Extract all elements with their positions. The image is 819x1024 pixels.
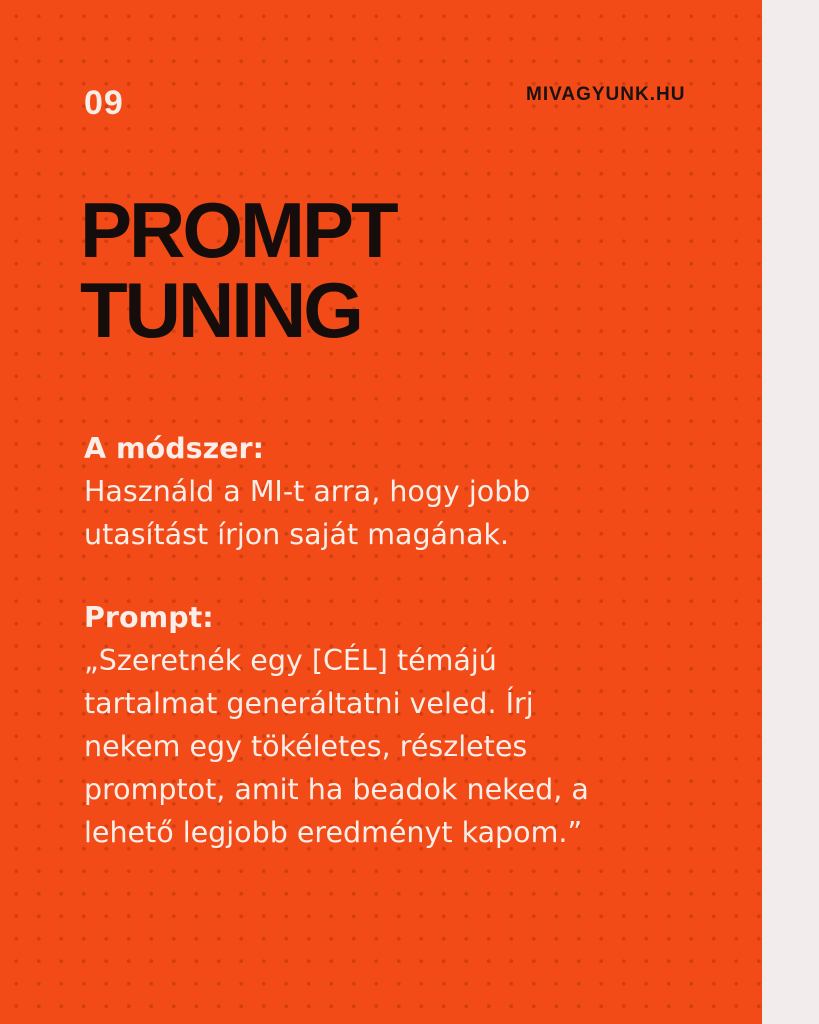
card-number: 09 xyxy=(84,84,124,122)
prompt-line-2: tartalmat generáltatni veled. Írj xyxy=(84,687,534,720)
prompt-label: Prompt: xyxy=(84,601,214,634)
card-title-line-1: PROMPT xyxy=(80,186,396,274)
side-margin xyxy=(762,0,819,1024)
card-title-line-2: TUNING xyxy=(80,266,361,354)
site-name: MIVAGYUNK.HU xyxy=(526,84,686,105)
prompt-section xyxy=(84,596,744,854)
prompt-line-4: promptot, amit ha beadok neked, a xyxy=(84,773,589,806)
card-title xyxy=(80,186,396,354)
prompt-line-1: „Szeretnék egy [CÉL] témájú xyxy=(84,644,497,677)
method-line-1: Használd a MI-t arra, hogy jobb xyxy=(84,475,531,508)
method-line-2: utasítást írjon saját magának. xyxy=(84,518,510,551)
method-label: A módszer: xyxy=(84,432,264,465)
prompt-line-3: nekem egy tökéletes, részletes xyxy=(84,730,528,763)
method-section xyxy=(84,427,744,556)
prompt-line-5: lehető legjobb eredményt kapom.” xyxy=(84,816,583,849)
